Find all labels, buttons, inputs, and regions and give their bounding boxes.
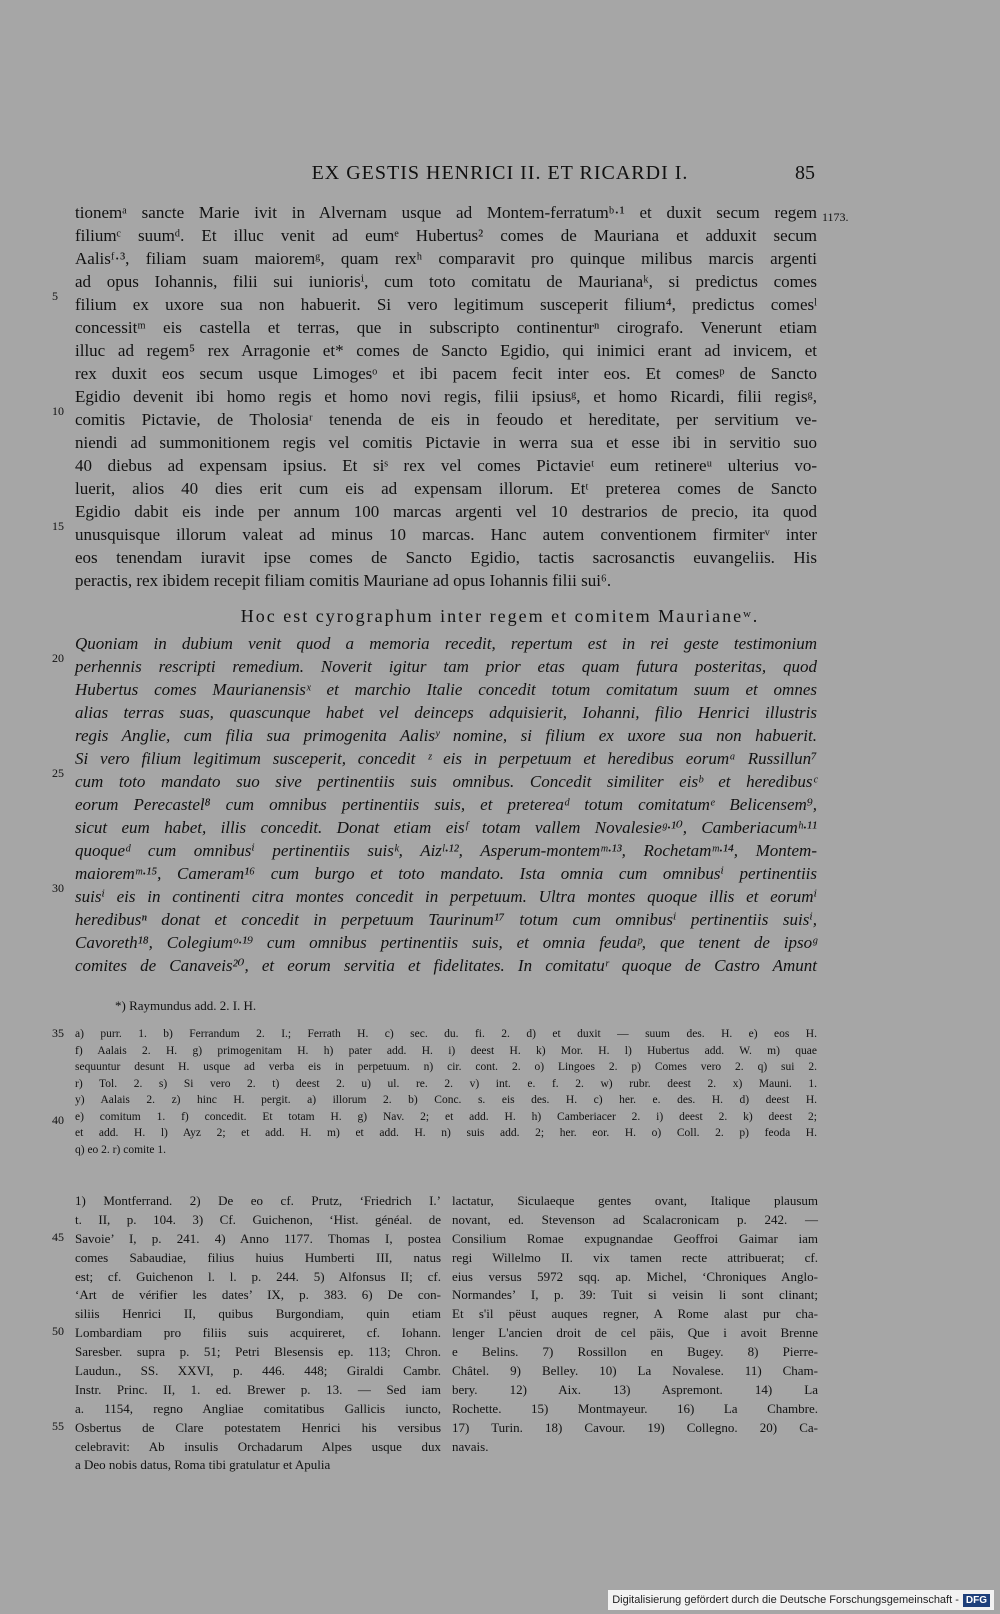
- star-note: *) Raymundus add. 2. I. H.: [115, 998, 257, 1013]
- footnote-line: a Deo nobis datus, Roma tibi gratulatur et Apulia: [75, 1457, 331, 1473]
- charter-line: eorum Perecastel⁸ cum omnibus pertinentiis suis, et pretereaᵈ totum comitatumᵉ Belicensem⁹,: [75, 795, 817, 814]
- text-line: tionemᵃ sancte Marie ivit in Alvernam usque ad Montem-ferratumᵇ·¹ et duxit secum regem: [75, 203, 817, 222]
- footnote-line: bery. 12) Aix. 13) Aspremont. 14) La: [452, 1381, 818, 1397]
- footnote-line: Lombardiam pro filiis suis acquireret, cf. Iohann.: [75, 1325, 441, 1341]
- footnote-line: 1) Montferrand. 2) De eo cf. Prutz, ‘Friedrich I.’: [75, 1193, 441, 1208]
- charter-line: regis Anglie, cum filia sua primogenita Aalisʸ nomine, si filium ex uxore sua non habuerit.: [75, 726, 817, 745]
- footnote-line: Normandes’ I, p. 39: Tuit si veisin li sont clinant;: [452, 1287, 818, 1303]
- text-line: peractis, rex ibidem recepit filiam comitis Mauriane ad opus Iohannis filii sui⁶.: [75, 571, 612, 590]
- charter-line: suisⁱ eis in continenti citra montes concedit in perpetuum. Ultra montes quoque illis et eorumⁱ: [75, 887, 817, 906]
- footnote-line: novant, ed. Stevenson ad Scalacronicam p. 242. —: [452, 1211, 818, 1227]
- text-line: rex duxit eos secum usque Limogesᵒ et ibi pacem fecit inter eos. Et comesᵖ de Sancto: [75, 364, 817, 383]
- footnote-line: Consilium Romae expugnandae Geoffroi Gaimar iam: [452, 1230, 818, 1246]
- footnote-line: eius versus 5972 sqq. ap. Michel, ‘Chroniques Anglo-: [452, 1268, 818, 1284]
- footnote-line: ‘Art de vérifier les dates’ IX, p. 383. 6) De con-: [75, 1287, 441, 1303]
- charter-line: heredibusⁿ donat et concedit in perpetuum Taurinum¹⁷ totum cum omnibusⁱ pertinentiis suisⁱ,: [75, 910, 817, 929]
- footnote-line: Rochette. 15) Montmayeur. 16) La Chambre.: [452, 1400, 818, 1416]
- charter-line: comites de Canaveis²⁰, et eorum servitia et fidelitates. In comitatuʳ quoque de Castro Amunt: [75, 956, 817, 975]
- apparatus-line: et add. H. l) Ayz 2; et add. H. m) et add. H. n) suis add. 2; her. eor. H. o) Coll. 2. p) feoda H.: [75, 1127, 817, 1139]
- apparatus-line: a) purr. 1. b) Ferrandum 2. I.; Ferrath H. c) sec. du. fi. 2. d) et duxit — suum des. H. e) eos H.: [75, 1028, 817, 1040]
- footnote-line: navais.: [452, 1438, 489, 1454]
- text-line: filium ex uxore sua non habuerit. Si vero legitimum susceperit filium⁴, predictus comesˡ: [75, 295, 817, 314]
- charter-line: maioremᵐ·¹⁵, Cameram¹⁶ cum burgo et toto mandato. Ista omnia cum omnibusⁱ pertinentiis: [75, 864, 817, 883]
- apparatus-line: y) Aalais 2. z) hinc H. pergit. a) illorum 2. b) Conc. s. eis des. H. c) her. e. des. H. d) deest H.: [75, 1094, 817, 1106]
- footnote-line: siliis Henrici II, quibus Burgondiam, quin etiam: [75, 1306, 441, 1322]
- footnote-line: Et s'il pëust auques regner, A Rome alast pur cha-: [452, 1306, 818, 1322]
- page-number: 85: [795, 162, 815, 184]
- footnote-line: Laudun., SS. XXVI, p. 446. 448; Giraldi Cambr.: [75, 1363, 441, 1379]
- line-number: 5: [52, 289, 58, 303]
- footnotes-left-column: [75, 1192, 441, 1475]
- text-line: Egidio devenit ibi homo regis et homo novi regis, filii ipsiusᵍ, et homo Ricardi, filii regisᵍ,: [75, 387, 817, 406]
- text-line: illuc ad regem⁵ rex Arragonie et* comes de Sancto Egidio, qui inimici erant ad invicem, et: [75, 341, 817, 360]
- apparatus-line: r) Tol. 2. s) Si vero 2. t) deest 2. u) ul. re. 2. v) int. e. f. 2. w) rubr. deest 2. x) Mauni. 1.: [75, 1077, 817, 1090]
- charter-line: Cavoreth¹⁸, Colegiumᵒ·¹⁹ cum omnibus pertinentiis suis, et omnia feudaᵖ, que tenent de ipsoᵍ: [75, 933, 817, 952]
- apparatus-line: sequuntur desunt H. usque ad verba eis in perpetuum. n) cir. cont. 2. o) Lingoes 2. p) Comes vero 2. q) sui 2.: [75, 1061, 817, 1073]
- apparatus-line: e) comitum 1. f) concedit. Et totam H. g) Nav. 2; et add. H. h) Camberiacer 2. i) deest 2. k) deest 2;: [75, 1110, 817, 1123]
- footnote-line: est; cf. Guichenon l. l. p. 244. 5) Alfonsus II; cf.: [75, 1268, 441, 1284]
- charter-line: sicut eum habet, illis concedit. Donat etiam eisᶠ totam vallem Novalesieᵍ·¹⁰, Camberiacumʰ·¹¹: [75, 818, 817, 837]
- running-header: EX GESTIS HENRICI II. ET RICARDI I.: [311, 162, 689, 184]
- charter-line: cum toto mandato suo sive pertinentiis suis omnibus. Concedit similiter eisᵇ et heredibusᶜ: [75, 772, 817, 791]
- text-line: filiumᶜ suumᵈ. Et illuc venit ad eumᵉ Hubertus² comes de Mauriana et adduxit secum: [75, 226, 817, 245]
- charter-line: Quoniam in dubium venit quod a memoria recedit, repertum est in rei geste testimonium: [75, 634, 817, 653]
- footnote-line: e Belins. 7) Rossillon en Bugey. 8) Pierre-: [452, 1344, 818, 1360]
- text-line: Egidio dabit eis inde per annum 100 marcas argenti vel 10 destrarios de precio, ita quod: [75, 502, 817, 521]
- charter-line: Si vero filium legitimum susceperit, concedit ᶻ eis in perpetuum et heredibus eorumᵃ Russillun⁷: [75, 749, 817, 768]
- line-number: 50: [52, 1324, 64, 1338]
- text-line: concessitᵐ eis castella et terras, que in subscripto continenturⁿ cirografo. Venerunt etiam: [75, 318, 817, 337]
- footnote-line: Savoie’ I, p. 241. 4) Anno 1177. Thomas I, postea: [75, 1230, 441, 1246]
- footnote-line: comes Sabaudiae, filius huius Humberti III, natus: [75, 1249, 441, 1265]
- footnote-line: celebravit: Ab insulis Orchadarum Alpes usque dux: [75, 1438, 441, 1454]
- footnote-line: Châtel. 9) Belley. 10) La Novalese. 11) Cham-: [452, 1363, 818, 1379]
- footnote-line: 17) Turin. 18) Cavour. 19) Collegno. 20) Ca-: [452, 1419, 818, 1435]
- footnote-line: lactatur, Siculaeque gentes ovant, Italique plausum: [452, 1193, 818, 1208]
- apparatus-line: q) eo 2. r) comite 1.: [75, 1143, 167, 1156]
- text-line: eos tenendam iuravit ipse comes de Sancto Egidio, tactis sacrosanctis euvangeliis. His: [75, 548, 817, 567]
- line-number: 25: [52, 766, 64, 780]
- footnote-line: Osbertus de Clare potestatem Henrici his versibus: [75, 1419, 441, 1435]
- footer-text: Digitalisierung gefördert durch die Deutsche Forschungsgemeinschaft -: [612, 1594, 959, 1606]
- charter-line: quoqueᵈ cum omnibusⁱ pertinentiis suisᵏ, Aizˡ·¹², Asperum-montemᵐ·¹³, Rochetamᵐ·¹⁴, Montem-: [75, 841, 817, 860]
- text-line: luerit, alios 40 dies erit cum eis ad expensam illorum. Etᵗ preterea comes de Sancto: [75, 479, 817, 498]
- dfg-logo: DFG: [963, 1594, 990, 1607]
- footnote-line: lenger L'ancien droit de cel päis, Que i avoit Brenne: [452, 1325, 818, 1341]
- footnote-line: Saresber. supra p. 51; Petri Blesensis ep. 113; Chron.: [75, 1344, 441, 1360]
- text-line: Aalisᶠ·³, filiam suam maioremᵍ, quam rexʰ comparavit pro quinque milibus marcis argenti: [75, 249, 817, 268]
- footnotes-right-column: [452, 1192, 818, 1456]
- charter-line: perhennis rescripti remedium. Noverit igitur tam prior etas quam futura posteritas, quod: [75, 657, 817, 676]
- line-number: 20: [52, 651, 64, 665]
- text-line: 40 diebus ad expensam ipsius. Et siˢ rex vel comes Pictavieᵗ eum retinereᵘ ulterius vo-: [75, 456, 817, 475]
- section-heading: Hoc est cyrographum inter regem et comitem Maurianeʷ.: [240, 606, 760, 626]
- line-number: 10: [52, 404, 64, 418]
- footnote-line: t. II, p. 104. 3) Cf. Guichenon, ‘Hist. généal. de: [75, 1211, 441, 1227]
- line-number: 45: [52, 1230, 64, 1244]
- text-line: ad opus Iohannis, filii sui iuniorisⁱ, cum toto comitatu de Maurianaᵏ, si predictus comes: [75, 272, 817, 291]
- text-line: unusquisque illorum valeat ad minus 10 marcas. Hanc autem conventionem firmiterᵛ inter: [75, 525, 817, 544]
- footnote-line: regi Willelmo II. vix tamen recte attribuerat; cf.: [452, 1249, 818, 1265]
- text-line: comitis Pictavie, de Tholosiaʳ tenenda de eis in feoudo et hereditate, per servitium ve-: [75, 410, 817, 429]
- footnote-line: a. 1154, regno Angliae comitatibus Gallicis iuncto,: [75, 1400, 441, 1416]
- funding-footer: [608, 1590, 994, 1610]
- apparatus-line: f) Aalais 2. H. g) primogenitam H. h) pater add. H. i) deest H. k) Mor. H. l) Hubertus add. W. m) quae: [75, 1044, 817, 1057]
- line-number: 15: [52, 519, 64, 533]
- footnote-line: Instr. Princ. II, 1. ed. Brewer p. 13. — Sed iam: [75, 1381, 441, 1397]
- text-line: niendi ad summonitionem regis vel comitis Pictavie in werra sua et esse ibi in servitio suo: [75, 433, 817, 452]
- line-number: 55: [52, 1419, 64, 1433]
- line-number: 30: [52, 881, 64, 895]
- charter-line: alias terras suas, quascunque habet vel deinceps adquisierit, Iohanni, filio Henrici illustris: [75, 703, 817, 722]
- line-number: 40: [52, 1113, 64, 1127]
- charter-line: Hubertus comes Maurianensisˣ et marchio Italie concedit totum comitatum suum et omnes: [75, 680, 817, 699]
- line-number: 35: [52, 1026, 64, 1040]
- margin-year: 1173.: [822, 210, 849, 224]
